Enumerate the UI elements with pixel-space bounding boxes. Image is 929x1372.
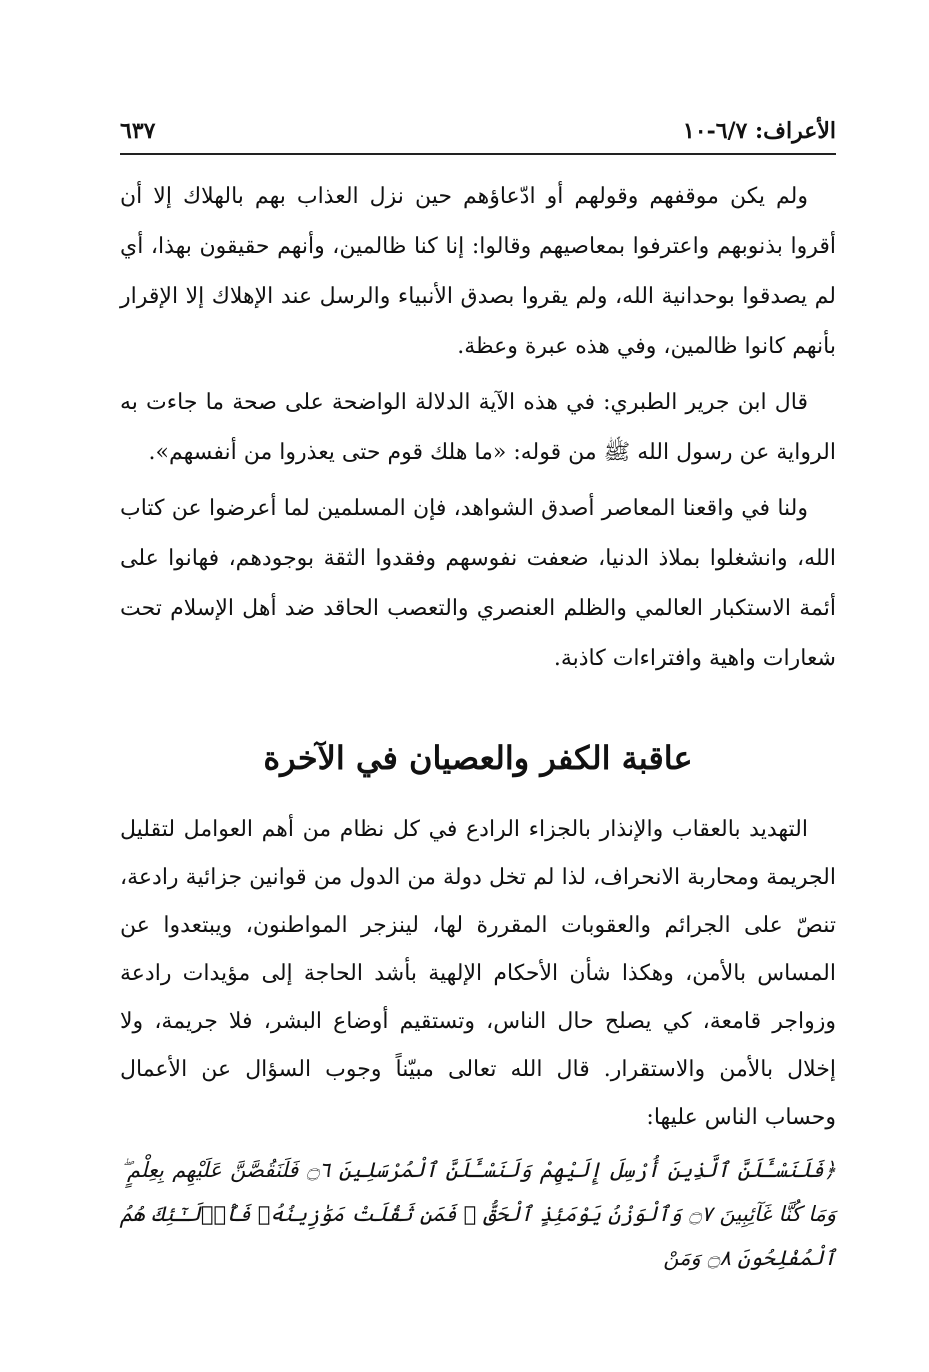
section-heading: عاقبة الكفر والعصيان في الآخرة [263,739,693,777]
quran-verse: ﴿فَلَنَسْـَٔلَنَّ ٱلَّذِينَ أُرْسِلَ إِلَيْهِمْ وَلَنَسْـَٔلَنَّ ٱلْمُرْسَلِينَ ۝٦ فَلَنَقُصَّنَّ عَلَيْهِم بِعِلْمٍ ۖ وَمَا كُنَّا غَآئِبِينَ ۝٧ وَٱلْوَزْنُ يَوْمَئِذٍ ٱلْحَقُّ ۚ فَمَن ثَقُلَتْ مَوَٰزِينُهُۥ فَأُو۟لَـٰٓئِكَ هُمُ ٱلْمُفْلِحُونَ ۝٨ وَمَنْ [120,1158,836,1270]
header-rule [120,153,836,155]
paragraph: التهديد بالعقاب والإنذار بالجزاء الرادع في كل نظام من أهم العوامل لتقليل الجريمة ومحاربة الانحراف، لذا لم تخل دولة من الدول من قوانين جزائية رادعة، تنصّ على الجرائم والعقوبات المقررة لها، لينزجر المواطنون، ويبتعدوا عن المساس بالأمن، وهكذا شأن الأحكام الإلهية بأشد الحاجة إلى مؤيدات رادعة وزواجر قامعة، كي يصلح حال الناس، وتستقيم أوضاع البشر، فلا جريمة، ولا إخلال بالأمن والاستقرار. قال الله تعالى مبيّناً وجوب السؤال عن الأعمال وحساب الناس عليها: [120,817,836,1130]
paragraph: ولم يكن موقفهم وقولهم أو ادّعاؤهم حين نزل العذاب بهم بالهلاك إلا أن أقروا بذنوبهم واعترفوا بمعاصيهم وقالوا: إنا كنا ظالمين، وأنهم حقيقون بهذا، أي لم يصدقوا بوحدانية الله، ولم يقروا بصدق الأنبياء والرسل عند الإهلاك إلا الإقرار بأنهم كانوا ظالمين، وفي هذه عبرة وعظة. [120,184,836,359]
page-number: ٦٣٧ [120,118,156,144]
paragraph: ولنا في واقعنا المعاصر أصدق الشواهد، فإن المسلمين لما أعرضوا عن كتاب الله، وانشغلوا بملاذ الدنيا، ضعفت نفوسهم وفقدوا الثقة بوجودهم، فهانوا على أئمة الاستكبار العالمي والظلم العنصري والتعصب الحاقد ضد أهل الإسلام تحت شعارات واهية وافتراءات كاذبة. [120,496,836,671]
paragraph: قال ابن جرير الطبري: في هذه الآية الدلالة الواضحة على صحة ما جاءت به الرواية عن رسول الله ﷺ من قوله: «ما هلك قوم حتى يعذروا من أنفسهم». [120,390,836,465]
chapter-reference: الأعراف: ٦/٧-١٠ [682,118,836,144]
page-header [120,114,836,154]
page-body [120,172,836,1280]
